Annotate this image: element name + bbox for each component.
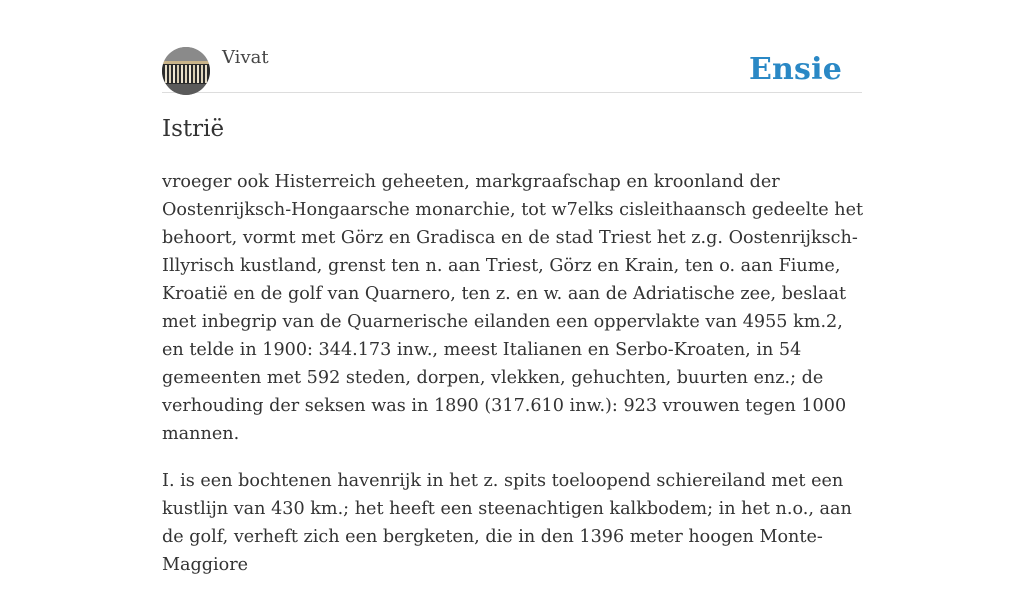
article-paragraph: I. is een bochtenen havenrijk in het z. spits toeloopend schiereiland met een kustlijn van 430 km.; het heeft een steenachtigen kalkbodem; in het n.o., aan de golf, verheft zich een bergketen, die in den 1396 meter hoogen Monte-Maggiore — [162, 471, 852, 575]
article-paragraph: vroeger ook Histerreich geheeten, markgraafschap en kroonland der Oostenrijksch-Hongaarsche monarchie, tot w7elks cisleithaansch gedeelte het behoort, vormt met Görz en Gradisca en de stad Triest het z.g. Oostenrijksch-Illyrisch kustland, grenst ten n. aan Triest, Görz en Krain, ten o. aan Fiume, Kroatië en de golf van Quarnero, ten z. en w. aan de Adriatische zee, beslaat met inbegrip van de Quarnerische eilanden een oppervlakte van 4955 km.2, en telde in 1900: 344.173 inw., meest Italianen en Serbo-Kroaten, in 54 gemeenten met 592 steden, dorpen, vlekken, gehuchten, buurten enz.; de verhouding der seksen was in 1890 (317.610 inw.): 923 vrouwen tegen 1000 mannen. — [162, 172, 864, 444]
site-header — [162, 44, 862, 93]
author-name[interactable]: Vivat — [222, 47, 269, 68]
bookshelf-avatar-image — [162, 47, 210, 95]
article-title: Istrië — [162, 116, 225, 142]
site-logo[interactable]: Ensie — [748, 52, 842, 87]
article-body — [162, 168, 866, 598]
author-avatar[interactable] — [162, 47, 210, 95]
